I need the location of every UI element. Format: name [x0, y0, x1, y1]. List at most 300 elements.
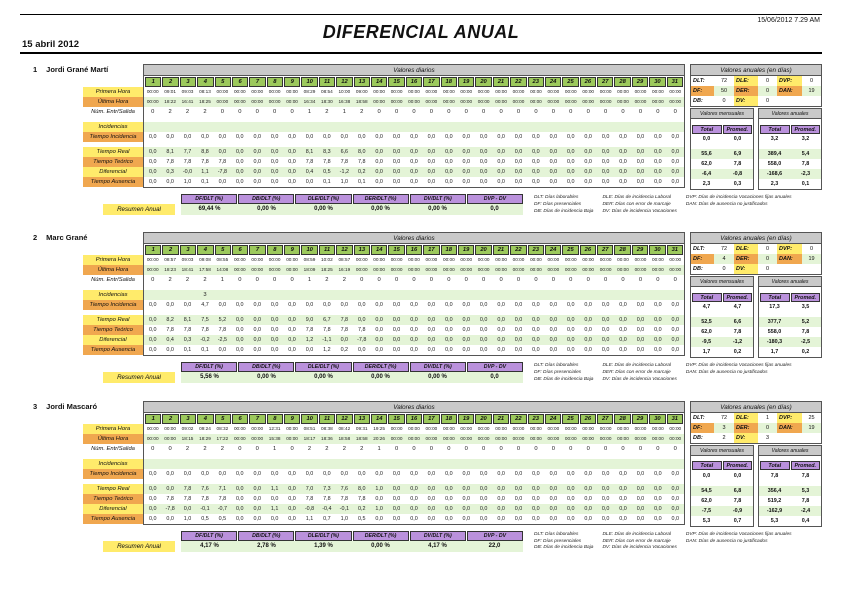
day-value: 0,0 — [445, 505, 453, 512]
legend-column-2 — [602, 532, 676, 552]
day-value: 0,0 — [166, 302, 174, 309]
day-value: 0,0 — [654, 302, 662, 309]
day-value: 0 — [464, 445, 468, 452]
totals-row — [691, 179, 753, 189]
day-number: 22 — [510, 414, 526, 424]
day-value: 0,0 — [532, 495, 540, 502]
daily-row-ultima_hora — [144, 265, 684, 275]
totals-row — [759, 327, 821, 337]
day-value — [144, 459, 161, 469]
day-value: 0,0 — [392, 179, 401, 185]
row-label-text: Incidencias — [83, 290, 143, 300]
legend-item: DF: Días presenciales — [534, 201, 582, 207]
annual-day-value: 0 — [765, 424, 770, 431]
day-value: 0,0 — [497, 179, 505, 185]
row-label-text: Primera Hora — [83, 424, 143, 434]
day-value: 7,8 — [201, 495, 209, 502]
totals-wrap — [690, 108, 822, 190]
day-value: 0 — [551, 109, 555, 115]
daily-row-num_entr_salida — [144, 275, 684, 285]
day-value: 0 — [638, 109, 643, 115]
total-value: 62,0 — [701, 497, 712, 504]
day-value: 0,0 — [410, 485, 418, 492]
resumen-value: 1,39 % — [314, 542, 333, 549]
day-value: 00:00 — [268, 99, 281, 104]
day-value: 0,0 — [636, 515, 645, 522]
day-value: 00:00 — [373, 267, 386, 273]
day-value: 0 — [482, 277, 486, 284]
annual-day-label: DV: — [734, 96, 758, 106]
day-value — [336, 459, 353, 469]
day-number: 27 — [597, 245, 613, 255]
day-value: 0,0 — [601, 495, 610, 502]
day-value: 0,0 — [357, 317, 366, 324]
day-value: 0,5 — [323, 169, 331, 175]
daily-values-header: Valores diarios — [144, 65, 684, 76]
day-value: 0 — [377, 277, 381, 284]
day-value: 0,0 — [584, 302, 592, 309]
day-value: 08:51 — [303, 425, 316, 431]
day-value: 0,0 — [253, 302, 261, 309]
day-value: 0,0 — [532, 347, 540, 354]
day-number: 27 — [597, 77, 613, 87]
day-value: 0 — [412, 277, 416, 284]
day-value: 0,0 — [148, 515, 157, 522]
annual-day-label: DF: — [691, 423, 714, 433]
day-value: 1,2 — [323, 347, 331, 354]
row-label-text: Tiempo Ausencia — [83, 177, 143, 187]
day-value: 0,0 — [427, 505, 436, 512]
day-value: 00:00 — [599, 99, 612, 104]
day-value: 0,0 — [288, 485, 296, 492]
day-value — [249, 459, 266, 469]
day-value: 0,0 — [619, 470, 627, 477]
day-value: -7,8 — [217, 169, 228, 175]
day-value: 00:00 — [216, 99, 229, 104]
row-label-tiempo_teorico — [83, 157, 143, 167]
day-value: 00:00 — [286, 267, 298, 273]
day-value — [266, 122, 283, 132]
day-value: 00:00 — [355, 257, 368, 263]
day-value: 8,1 — [183, 317, 192, 324]
row-label-text: Tiempo Real — [83, 484, 143, 494]
day-value: 00:00 — [146, 89, 159, 94]
day-value: 0 — [586, 277, 590, 284]
daily-row-ultima_hora — [144, 434, 684, 444]
day-value: 0,0 — [410, 515, 418, 522]
legend-item: DV: Días de incidencia Vacaciones — [602, 545, 677, 551]
day-value: 0,0 — [514, 515, 523, 522]
annual-days-header: Valores anuales (en días) — [691, 233, 821, 244]
promed-value: -1,2 — [732, 339, 743, 346]
day-value: 0,0 — [375, 470, 383, 477]
day-value: 0 — [394, 277, 399, 284]
day-value: 0,0 — [288, 505, 296, 512]
day-value: 00:00 — [599, 425, 612, 431]
day-number: 6 — [232, 77, 248, 87]
day-value: 00:00 — [547, 267, 560, 273]
day-value: 00:00 — [652, 425, 664, 431]
daily-row-tiempo_real — [144, 147, 684, 157]
day-value — [545, 122, 562, 132]
day-value: 0,0 — [201, 134, 209, 140]
total-value: 1,7 — [770, 349, 779, 356]
annual-day-label: DER: — [734, 86, 758, 96]
day-value: 0,0 — [567, 302, 575, 309]
day-value: 0,0 — [236, 169, 244, 175]
day-value: 0,0 — [479, 337, 488, 344]
day-number: 14 — [371, 245, 387, 255]
totals-row — [759, 159, 821, 169]
day-value: 0,0 — [671, 159, 680, 165]
legend-item: DAN: Días de ausencia no justificados — [685, 370, 768, 376]
day-value: 0,0 — [288, 347, 296, 354]
total-value: 558,0 — [767, 329, 782, 336]
day-value: 0,0 — [584, 134, 592, 140]
annual-days-box — [690, 232, 822, 275]
day-value: 0,0 — [427, 337, 436, 344]
day-value: 0,0 — [654, 317, 662, 324]
day-value: 0,0 — [619, 327, 627, 334]
day-value: 0,0 — [410, 169, 418, 175]
day-value: 0,0 — [305, 134, 314, 140]
day-value: 0,0 — [514, 134, 523, 140]
day-value: 00:00 — [408, 257, 420, 263]
day-number: 19 — [458, 414, 474, 424]
day-value: 7,6 — [340, 485, 349, 492]
day-value: 00:00 — [599, 435, 612, 441]
day-value: 2 — [203, 277, 207, 284]
daily-row-incidencias — [144, 122, 684, 132]
day-value: 0,0 — [567, 179, 575, 185]
spacer — [83, 412, 143, 424]
day-value: 7,6 — [201, 485, 209, 492]
day-value: 0,0 — [253, 134, 261, 140]
day-value: 0,0 — [288, 302, 296, 309]
day-value: 0,0 — [427, 470, 436, 477]
day-value: 0,0 — [462, 317, 470, 324]
total-promed-header — [759, 124, 821, 134]
day-value: 0,0 — [636, 505, 645, 512]
day-value: 0,0 — [148, 485, 157, 492]
day-value: 00:00 — [146, 257, 159, 263]
day-number: 12 — [336, 245, 352, 255]
day-value: 0,0 — [445, 317, 453, 324]
day-number: 17 — [423, 414, 439, 424]
day-value: 0,0 — [253, 149, 261, 155]
row-label-tiempo_real — [83, 315, 143, 325]
day-number: 24 — [545, 77, 561, 87]
day-value: 0,0 — [671, 302, 680, 309]
day-value: 00:00 — [460, 89, 473, 94]
row-label-text: Última Hora — [83, 97, 143, 107]
resumen-header-cell: DER/DLT (%) — [353, 531, 409, 541]
day-value: 0,0 — [671, 134, 680, 140]
resumen-value: 0,00 % — [257, 374, 276, 381]
resumen-table — [181, 194, 523, 215]
promed-value: 6,9 — [733, 151, 742, 157]
day-value: 0,0 — [427, 302, 436, 309]
day-value: 0,0 — [148, 327, 157, 334]
day-value: 0,0 — [532, 179, 540, 185]
day-value: 1,0 — [340, 179, 349, 185]
day-value: 1 — [273, 445, 277, 452]
day-value: 0,0 — [514, 179, 523, 185]
day-value: 00:00 — [634, 267, 647, 273]
day-value: 0,0 — [549, 515, 558, 522]
day-value: 0 — [377, 109, 381, 115]
promed-value: 4,7 — [733, 304, 742, 311]
day-value: 18:15 — [181, 435, 194, 441]
day-value: 09:24 — [199, 425, 211, 431]
day-value: 8,3 — [323, 149, 331, 155]
row-label-text: Tiempo Real — [83, 315, 143, 325]
day-number: 4 — [197, 414, 213, 424]
day-value: 0,0 — [270, 515, 279, 522]
day-value: 0 — [673, 109, 677, 115]
day-value: 0,0 — [270, 302, 279, 309]
total-value: 0,0 — [702, 472, 711, 479]
day-value: 0 — [586, 445, 590, 452]
day-value: 0,0 — [288, 327, 296, 334]
legend-item: DAN: Días de ausencia no justificados — [685, 201, 768, 207]
day-number: 23 — [528, 77, 544, 87]
day-number: 26 — [580, 77, 596, 87]
day-value — [231, 290, 248, 300]
day-value: 0,0 — [148, 159, 157, 165]
section-number: 3 — [33, 401, 38, 411]
day-value: 0,0 — [636, 302, 645, 309]
row-label-num_entr_salida — [83, 107, 143, 117]
legend-item: DLT: Días laborables — [534, 363, 579, 369]
day-value: 09:02 — [181, 425, 194, 431]
row-label-tiempo_incidencia — [83, 300, 143, 310]
day-value: 0,0 — [375, 179, 383, 185]
day-value: 0,0 — [148, 302, 157, 309]
day-value: 0,0 — [479, 149, 488, 155]
day-value: 0 — [464, 109, 468, 115]
day-value: 00:00 — [390, 425, 403, 431]
day-value — [614, 459, 631, 469]
day-value: 0,0 — [323, 470, 331, 477]
day-number: 10 — [301, 414, 317, 424]
day-value: 0,0 — [218, 302, 227, 309]
day-value: 0,0 — [479, 169, 488, 175]
day-number: 26 — [580, 245, 596, 255]
row-label-text: Núm. Entr/Salida — [91, 277, 135, 284]
row-label-tiempo_incidencia — [83, 469, 143, 479]
day-value: 0,2 — [340, 347, 349, 354]
day-value: 0 — [482, 109, 486, 115]
day-value — [458, 290, 475, 300]
day-value: 0,0 — [392, 485, 401, 492]
day-value: 0,0 — [183, 505, 192, 512]
day-value: -1,1 — [322, 337, 332, 344]
day-value: 0,0 — [323, 134, 331, 140]
day-value: 0 — [516, 109, 521, 115]
day-value: 00:00 — [564, 257, 577, 263]
day-number: 13 — [354, 414, 370, 424]
day-value — [475, 290, 492, 300]
day-value: 00:00 — [582, 267, 595, 273]
day-value: 0,0 — [148, 470, 157, 477]
day-value: 0,0 — [375, 169, 383, 175]
legend — [534, 532, 792, 552]
day-value: 2 — [185, 445, 190, 452]
promed-value: 0,3 — [733, 181, 742, 187]
day-value: 0,0 — [392, 317, 401, 324]
day-value: 0,0 — [166, 515, 174, 522]
row-label-primera_hora — [83, 87, 143, 97]
promed-value: 0,0 — [733, 472, 742, 479]
resumen-value: 0,0 — [490, 206, 499, 212]
day-value: 00:00 — [547, 435, 560, 441]
day-value: 00:00 — [408, 99, 420, 104]
day-value — [231, 459, 248, 469]
row-labels-column — [83, 64, 143, 187]
day-value — [562, 290, 579, 300]
daily-row-diferencial — [144, 335, 684, 345]
day-value: 0,0 — [253, 169, 261, 175]
day-value: -2,5 — [217, 337, 228, 344]
day-value: 00:00 — [582, 435, 595, 441]
day-number: 14 — [371, 414, 387, 424]
day-value: 0 — [412, 445, 416, 452]
day-value: 0 — [621, 445, 625, 452]
daily-values-header: Valores diarios — [144, 402, 684, 413]
day-value: 0,1 — [201, 179, 209, 185]
day-value: 1,2 — [305, 337, 314, 344]
totals-row — [759, 179, 821, 189]
day-value: 00:00 — [460, 267, 473, 273]
day-value: 0 — [586, 109, 590, 115]
day-value: 0,0 — [654, 485, 662, 492]
daily-row-primera_hora — [144, 255, 684, 265]
day-value: 0,0 — [601, 302, 610, 309]
day-value: 0,0 — [514, 337, 523, 344]
day-number: 16 — [406, 245, 422, 255]
day-value: 0,0 — [619, 485, 627, 492]
legend-item: DLE: Días de incidencia Laboral — [602, 531, 671, 537]
day-value: 0,0 — [636, 159, 645, 165]
day-value — [667, 459, 684, 469]
day-value: 0,0 — [410, 327, 418, 334]
day-value — [423, 122, 440, 132]
day-value: 00:00 — [251, 99, 264, 104]
day-value: 0,1 — [323, 179, 331, 185]
promed-header: Promed. — [791, 293, 821, 302]
day-value: 0,0 — [410, 179, 418, 185]
day-value: 00:00 — [477, 267, 490, 273]
annual-day-value: 0 — [809, 246, 814, 253]
annual-days-row — [691, 96, 821, 106]
day-value: 0,0 — [584, 159, 592, 165]
day-number-row — [144, 413, 684, 424]
day-value: 00:00 — [251, 257, 264, 263]
promed-value: 0,2 — [733, 349, 742, 356]
day-value: 19:25 — [373, 425, 386, 431]
total-value: 17,3 — [769, 304, 780, 311]
day-value: 0,0 — [148, 337, 157, 344]
day-value: 0,0 — [288, 495, 296, 502]
day-number: 31 — [667, 245, 683, 255]
annual-day-value: 50 — [720, 88, 728, 94]
day-value: 8,8 — [201, 149, 209, 155]
totals-row — [759, 486, 821, 496]
day-value — [353, 122, 370, 132]
resumen-value: 0,0 — [490, 374, 499, 381]
day-value: 7,8 — [305, 327, 314, 334]
day-value: 18:41 — [181, 267, 194, 273]
legend-item: DER: Días con error de marcaje — [602, 538, 671, 544]
annual-day-label: DAN: — [777, 254, 802, 264]
total-value: -168,6 — [766, 171, 783, 177]
day-value: 0,0 — [479, 302, 488, 309]
day-value: 0,0 — [375, 495, 383, 502]
day-number: 2 — [162, 77, 178, 87]
day-value — [510, 459, 527, 469]
promed-value: -2,5 — [800, 339, 811, 346]
day-value: 0,0 — [636, 337, 645, 344]
day-value: 0 — [516, 277, 521, 284]
day-value: 0,0 — [532, 515, 540, 522]
day-value: 0 — [673, 445, 677, 452]
day-value: 0,0 — [445, 327, 453, 334]
day-value: 2 — [325, 277, 329, 284]
promed-value: 7,8 — [801, 497, 810, 504]
day-value: 0,0 — [654, 495, 662, 502]
total-value: 4,7 — [702, 304, 711, 311]
day-value: 00:00 — [669, 89, 682, 94]
day-value: 0,0 — [392, 495, 401, 502]
day-value: 00:00 — [146, 99, 159, 104]
day-number: 29 — [632, 245, 648, 255]
day-value — [405, 290, 422, 300]
day-value: 0 — [656, 445, 660, 452]
day-value: 0,0 — [567, 470, 575, 477]
resumen-value: 0,00 % — [428, 206, 447, 212]
day-value: 0,0 — [148, 317, 157, 324]
day-value: 08:57 — [164, 257, 176, 263]
resumen-value: 0,00 % — [371, 542, 390, 549]
daily-row-tiempo_real — [144, 484, 684, 494]
day-value: 0,0 — [497, 149, 505, 155]
legend-item: DF: Días presenciales — [534, 538, 582, 544]
day-value: 7,8 — [323, 327, 331, 334]
day-value: 0,0 — [514, 495, 523, 502]
day-value: 00:00 — [669, 99, 682, 104]
day-value: 0 — [412, 109, 416, 115]
day-number: 4 — [197, 245, 213, 255]
day-value: 0,0 — [636, 169, 645, 175]
totals-row — [691, 302, 753, 312]
row-label-text: Tiempo Incidencia — [83, 469, 143, 479]
day-value: 0,0 — [584, 317, 592, 324]
day-number: 19 — [458, 245, 474, 255]
total-header: Total — [692, 125, 722, 134]
day-value: 0,0 — [236, 134, 244, 140]
day-number: 29 — [632, 77, 648, 87]
resumen-label: Resumen Anual — [103, 372, 175, 383]
day-value: 8,0 — [357, 149, 366, 155]
row-label-text: Núm. Entr/Salida — [91, 109, 135, 115]
day-value: 0,0 — [270, 347, 279, 354]
day-value: 0 — [447, 445, 451, 452]
day-value: 0,0 — [601, 169, 610, 175]
day-value: 0 — [656, 277, 660, 284]
day-value: 2 — [360, 109, 364, 115]
day-value: 00:00 — [390, 267, 403, 273]
